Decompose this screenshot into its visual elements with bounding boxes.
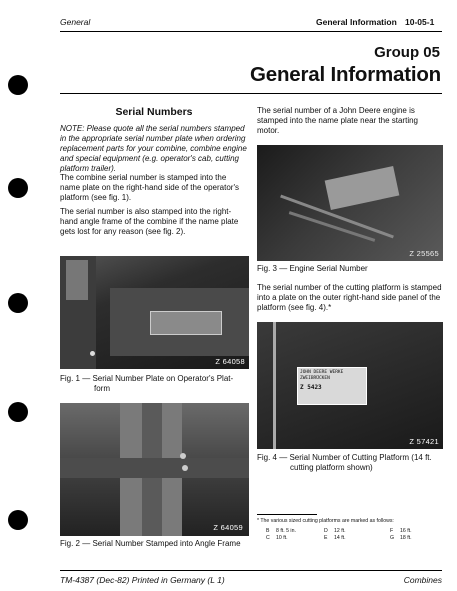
plate-line: JOHN DEERE WERKE <box>300 370 344 375</box>
figure-4-photo <box>257 322 443 449</box>
plate-serial: Z 5423 <box>300 384 322 391</box>
footnote-code: G <box>390 535 395 541</box>
rod-shape <box>273 322 276 449</box>
footnote-rule <box>257 514 317 515</box>
figure-code: Z 25565 <box>409 249 439 258</box>
bolt-shape <box>180 453 186 459</box>
paragraph: The combine serial number is stamped into the name plate on the right-hand side of the operator's platform (see fig. 1). <box>60 173 239 202</box>
figure-code: Z 57421 <box>409 437 439 446</box>
page-title: General Information <box>250 63 441 86</box>
section-heading: Serial Numbers <box>115 106 193 118</box>
figure-caption: Fig. 4 — Serial Number of Cutting Platform (14 ft. <box>257 453 432 462</box>
figure-caption: cutting platform shown) <box>290 463 373 472</box>
footnote-code: E <box>324 535 328 541</box>
bolt-shape <box>90 351 95 356</box>
footnote-table <box>266 528 441 542</box>
footnote-size: 12 ft. <box>334 528 346 534</box>
footnote-size: 8 ft. 5 in. <box>276 528 296 534</box>
paragraph: The serial number of the cutting platform is stamped into a plate on the outer right-hand side panel of the platform (see fig. 4).* <box>257 283 442 312</box>
binder-hole <box>8 402 28 422</box>
footnote-code: B <box>266 528 270 534</box>
group-label: Group 05 <box>374 44 440 61</box>
panel-shape <box>60 458 249 478</box>
figure-caption: Fig. 1 — Serial Number Plate on Operator's Plat- <box>60 374 234 383</box>
figure-1-photo <box>60 256 249 369</box>
header-rule <box>60 31 442 32</box>
title-rule <box>60 93 442 94</box>
figure-code: Z 64059 <box>213 523 243 532</box>
figure-3-photo <box>257 145 443 261</box>
paragraph: The serial number of a John Deere engine is stamped into the name plate near the starting motor. <box>257 106 418 135</box>
cutting-platform-plate <box>297 367 367 405</box>
footnote-code: F <box>390 528 394 534</box>
footnote-size: 18 ft. <box>400 535 412 541</box>
panel-shape <box>66 260 88 300</box>
footer-product: Combines <box>403 575 442 585</box>
binder-hole <box>8 75 28 95</box>
figure-caption: Fig. 2 — Serial Number Stamped into Angle Frame <box>60 539 241 548</box>
plate-line: ZWEIBRÜCKEN <box>300 376 330 381</box>
header-page-number: 10-05-1 <box>405 17 435 27</box>
footnote-code: C <box>266 535 270 541</box>
footnote-code: D <box>324 528 328 534</box>
header-section: General <box>60 17 91 27</box>
figure-caption: Fig. 3 — Engine Serial Number <box>257 264 368 273</box>
header-chapter-title: General Information <box>316 17 397 27</box>
binder-hole <box>8 293 28 313</box>
footer-document-id: TM-4387 (Dec-82) Printed in Germany (L 1) <box>60 575 225 585</box>
note-paragraph: NOTE: Please quote all the serial numbers stamped in the appropriate serial number plate when ordering replacement parts for your combine, combine engine and special equipment (e.g. operator's cab, cutting platform trailer). <box>60 124 247 173</box>
footer-rule <box>60 570 442 571</box>
footnote-size: 14 ft. <box>334 535 346 541</box>
footnote-size: 16 ft. <box>400 528 412 534</box>
figure-code: Z 64058 <box>215 357 245 366</box>
binder-hole <box>8 178 28 198</box>
footnote-row <box>266 528 441 535</box>
engine-plate <box>325 166 400 210</box>
footnote-row <box>266 535 441 542</box>
footnote-intro: * The various sized cutting platforms are marked as follows: <box>257 518 394 524</box>
paragraph: The serial number is also stamped into the right-hand angle frame of the combine if the name plate gets lost for any reason (see fig. 2). <box>60 207 239 236</box>
serial-plate <box>150 311 222 335</box>
figure-caption: form <box>94 384 110 393</box>
figure-2-photo <box>60 403 249 536</box>
bolt-shape <box>182 465 188 471</box>
footnote-size: 10 ft. <box>276 535 288 541</box>
binder-hole <box>8 510 28 530</box>
